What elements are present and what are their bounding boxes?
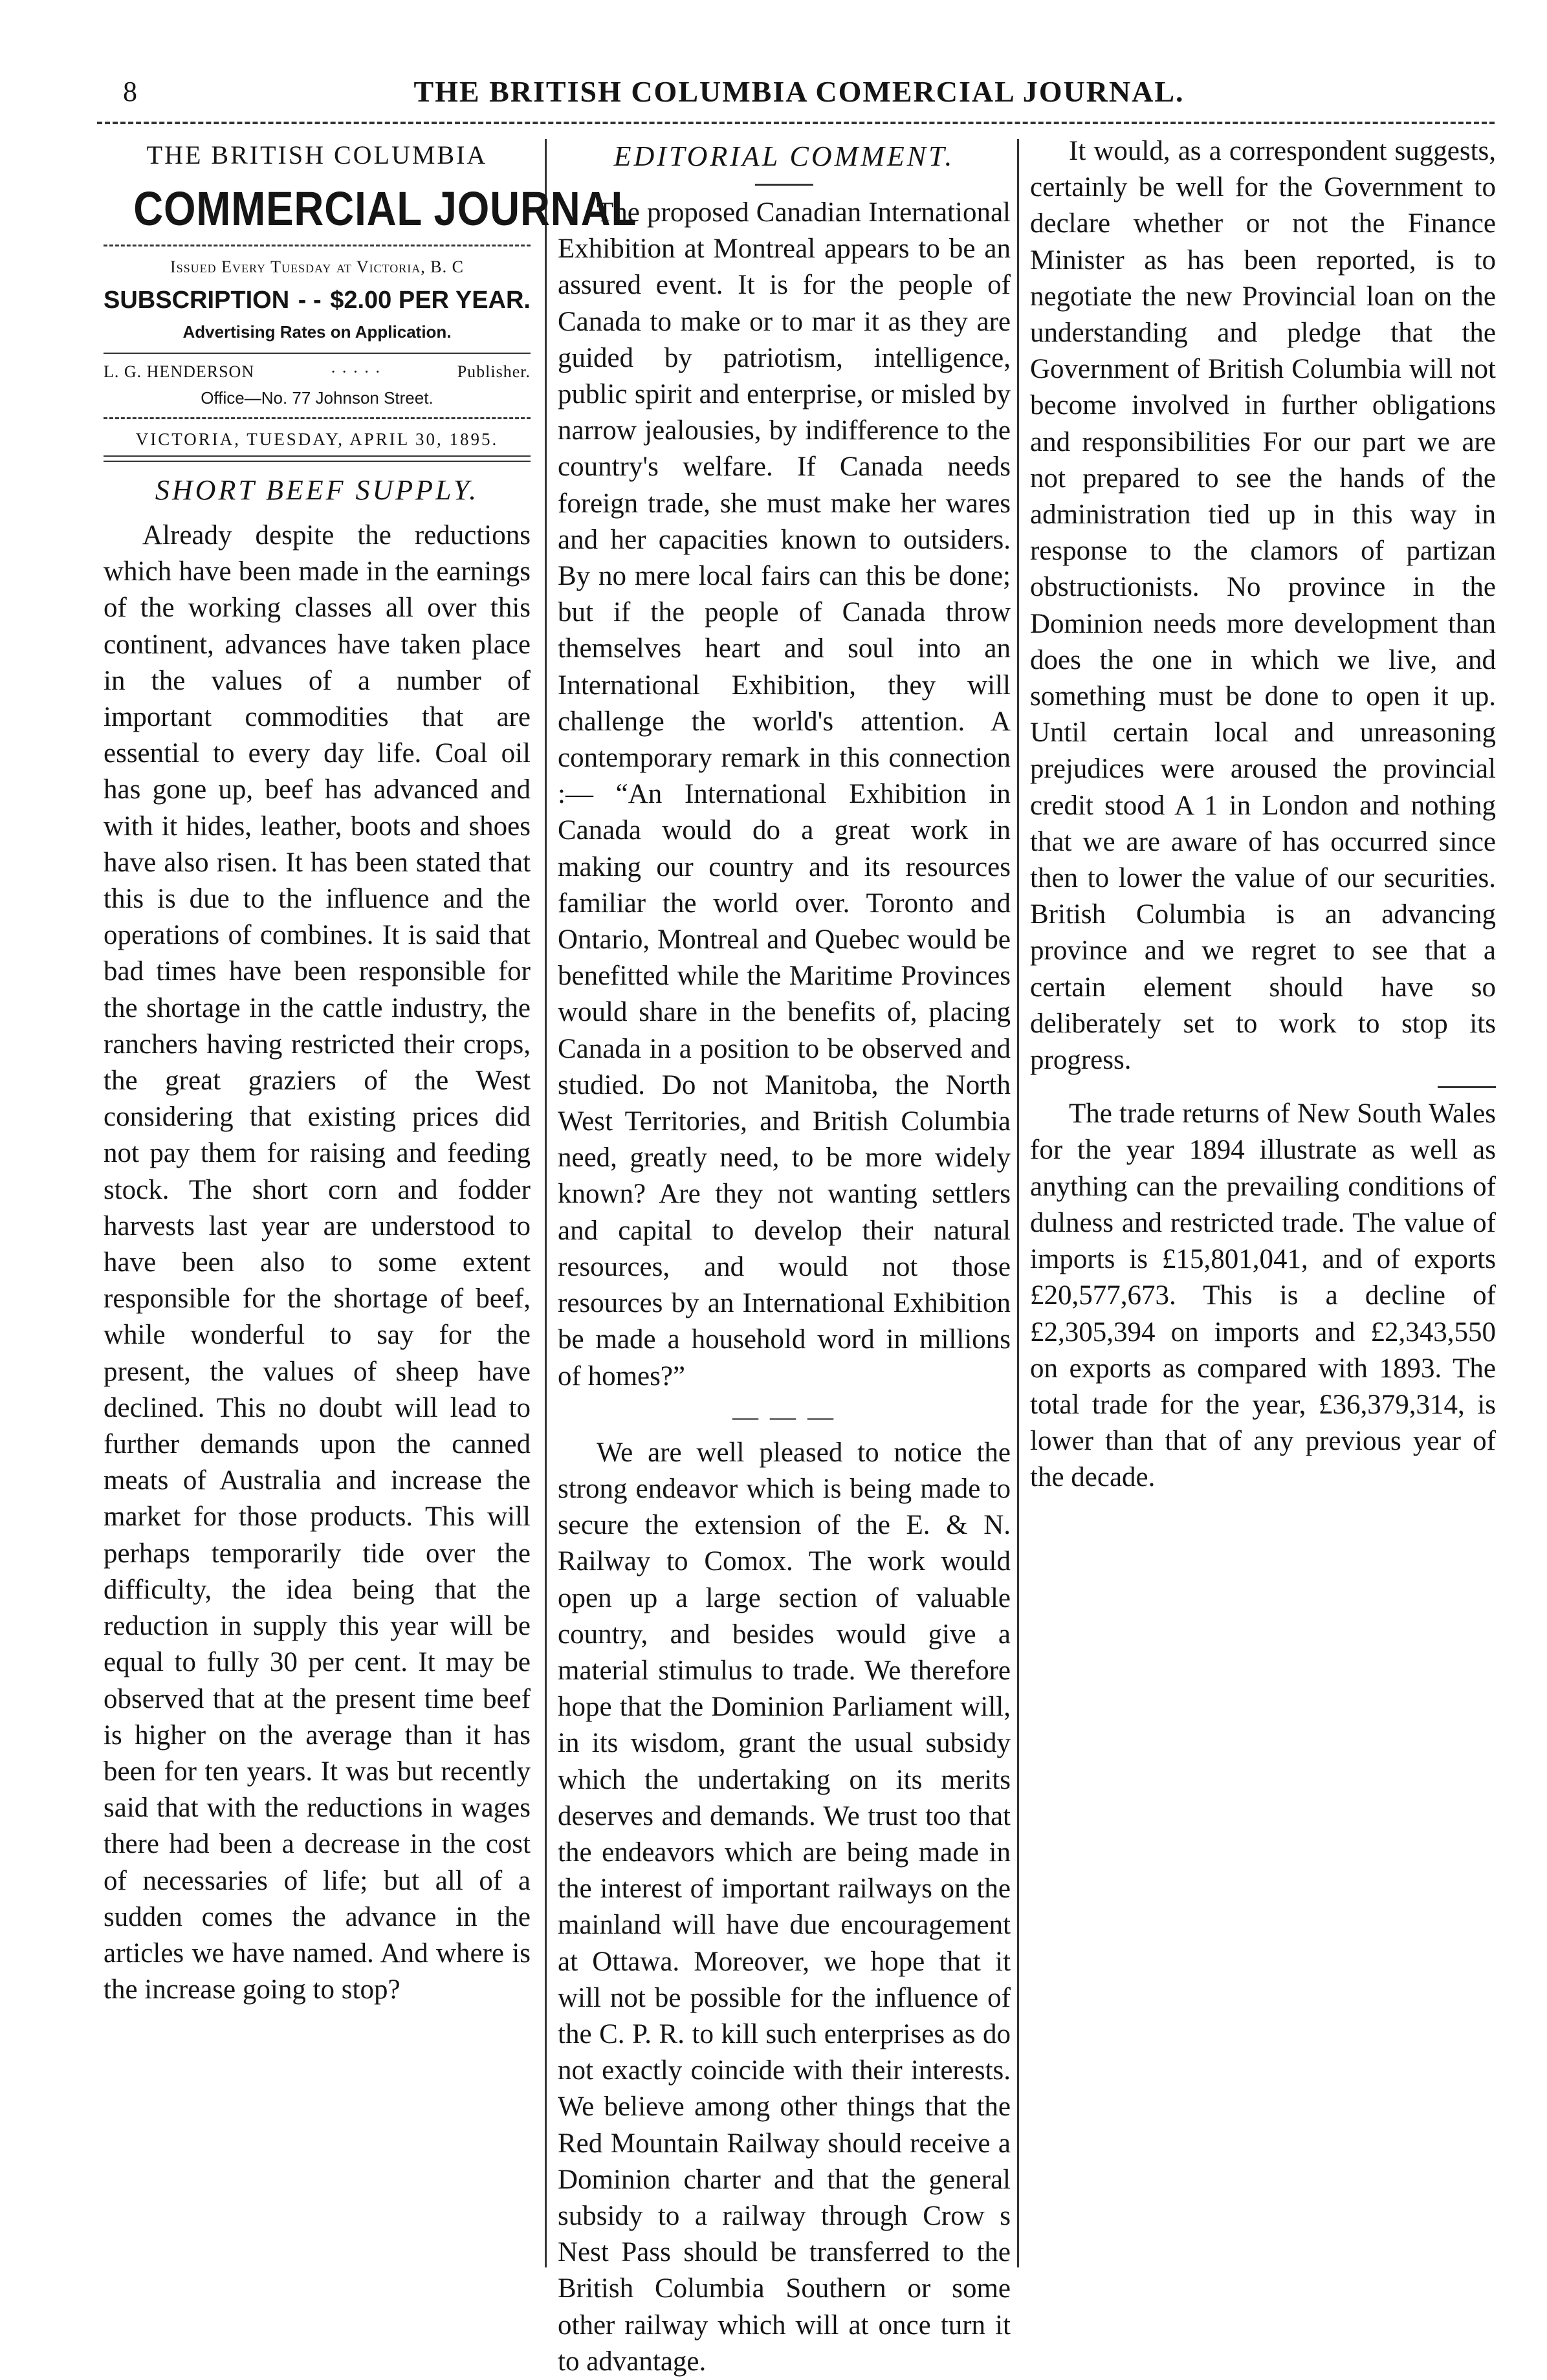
column-3 [1030, 133, 1496, 1496]
publisher-line [104, 359, 531, 385]
masthead-rule-4 [104, 455, 531, 462]
masthead-rule-3 [104, 417, 531, 419]
running-header [104, 72, 1495, 118]
subscription-price: $2.00 PER YEAR. [330, 287, 531, 314]
masthead-rule [104, 245, 531, 246]
office-line: Office—No. 77 Johnson Street. [201, 388, 433, 408]
journal-title: THE BRITISH COLUMBIA COMERCIAL JOURNAL. [413, 75, 1185, 108]
column-divider-1 [545, 139, 547, 2267]
editorial-paragraph-4: The trade returns of New South Wales for the year 1894 illustrate as well as anything can the prevailing conditions of dulness and restricted trade. The value of imports is £15,801,041, and of exports £20,577,673. This is a decline of £2,305,394 on imports and £2,343,550 on exports as compared with 1893. The total trade for the year, £36,379,314, is lower than that of any previous year of the decade. [1030, 1098, 1496, 1493]
editorial-rule-2 [1438, 1086, 1496, 1088]
publisher-dots: · · · · · [330, 362, 382, 381]
masthead-rule-2 [104, 353, 531, 354]
editorial-title: EDITORIAL COMMENT. [613, 140, 955, 172]
masthead [104, 136, 637, 462]
subscription-dashes: - - [298, 287, 322, 314]
column-divider-2 [1017, 139, 1019, 2267]
publisher-role: Publisher. [457, 362, 531, 381]
subscription-line [104, 284, 531, 316]
editorial-paragraph-2 [558, 1435, 1011, 2380]
editorial-paragraph-3: It would, as a correspondent suggests, certainly be well for the Government to declare whether or not the Finance Minister as has been reported, is to negotiate the new Provincial loan on the understanding and pledge that the Government of British Columbia will not become involved in further obligations and responsibilities For our part we are not prepared to see the hands of the administration tied up in this way in response to the clamors of partizan obstructionists. No province in the Dominion needs more development than does the one in which we live, and something must be done to open it up. Until certain local and unreasoning prejudices were aroused the provincial credit stood A 1 in London and nothing that we are aware of has occurred since then to lower the value of our securities. British Columbia is an advancing province and we regret to see that a certain element should have so deliberately set to work to stop its progress. [1030, 136, 1496, 1076]
article-title: SHORT BEEF SUPPLY. [155, 474, 479, 506]
header-rule [97, 122, 1495, 124]
column-2 [558, 133, 1011, 2380]
editorial-paragraph-2-text: We are well pleased to notice the strong endeavor which is being made to secure the extension of the E. & N. Railway to Comox. The work would open up a large section of valuable country, and besides would give a material stimulus to trade. We therefore hope that the Dominion Parliament will, in its wisdom, grant the usual subsidy which the undertaking on its merits deserves and demands. We trust too that the endeavors which are being made in the interest of important railways on the mainland will have due encouragement at Ottawa. Moreover, we hope that it will not be possible for the influence of the C. P. R. to kill such enterprises as do not exactly coincide with their interests. We believe among other things that the Red Mountain Railway should receive a Dominion charter and that the general subsidy to a railway through Crow s Nest Pass should be transferred to the British Columbia Southern or some other railway which will at once turn it to advantage. [558, 1437, 1011, 2377]
subscription-label: SUBSCRIPTION [104, 287, 290, 314]
masthead-line1: THE BRITISH COLUMBIA [146, 140, 488, 169]
editorial-separator: — — — [732, 1401, 836, 1431]
masthead-title: COMMERCIAL JOURNAL [133, 182, 637, 235]
column-1 [104, 133, 637, 2008]
dateline: VICTORIA, TUESDAY, APRIL 30, 1895. [135, 430, 499, 449]
advertising-line: Advertising Rates on Application. [182, 322, 452, 342]
page-number: 8 [123, 76, 137, 107]
editorial-rule [755, 184, 813, 186]
publisher-name: L. G. HENDERSON [104, 362, 255, 381]
issued-line: Issued Every Tuesday at Victoria, B. C [170, 257, 464, 276]
article-body: Already despite the reductions which have been made in the earnings of the working classes all over this continent, advances have taken place in the values of a number of important commodities that are essential to every day life. Coal oil has gone up, beef has advanced and with it hides, leather, boots and shoes have also risen. It has been stated that this is due to the influence and the operations of combines. It is said that bad times have been responsible for the shortage in the cattle industry, the ranchers having restricted their crops, the great graziers of the West considering that existing prices did not pay them for raising and feeding stock. The short corn and fodder harvests last year are understood to have been also to some extent responsible for the shortage of beef, while wonderful to say for the present, the values of sheep have declined. This no doubt will lead to further demands upon the canned meats of Australia and increase the market for those products. This will perhaps temporarily tide over the difficulty, the idea being that the reduction in supply this year will be equal to fully 30 per cent. It may be observed that at the present time beef is higher on the average than it has been for ten years. It was but recently said that with the reductions in wages there had been a decrease in the cost of necessaries of life; but all of a sudden comes the advance in the articles we have named. And where is the increase going to stop? [104, 520, 531, 2005]
editorial-paragraph-1: The proposed Canadian International Exhibition at Montreal appears to be an assured event. It is for the people of Canada to make or to mar it as they are guided by patriotism, intelligence, public spirit and enterprise, or misled by narrow jealousies, by indifference to the country's welfare. If Canada needs foreign trade, she must make her wares and her capacities known to outsiders. By no mere local fairs can this be done; but if the people of Canada throw themselves heart and soul into an International Exhibition, they will challenge the world's attention. A contemporary remark in this connection :— “An International Exhibition in Canada would do a great work in making our country and its resources familiar the world over. Toronto and Ontario, Montreal and Quebec would be benefitted while the Maritime Provinces would share in the benefits of, placing Canada in a position to be observed and studied. Do not Manitoba, the North West Territories, and British Columbia need, greatly need, to be more widely known? Are they not wanting settlers and capital to develop their natural resources, and would not those resources by an International Exhibition be made a household word in millions of homes?” [558, 197, 1011, 1392]
